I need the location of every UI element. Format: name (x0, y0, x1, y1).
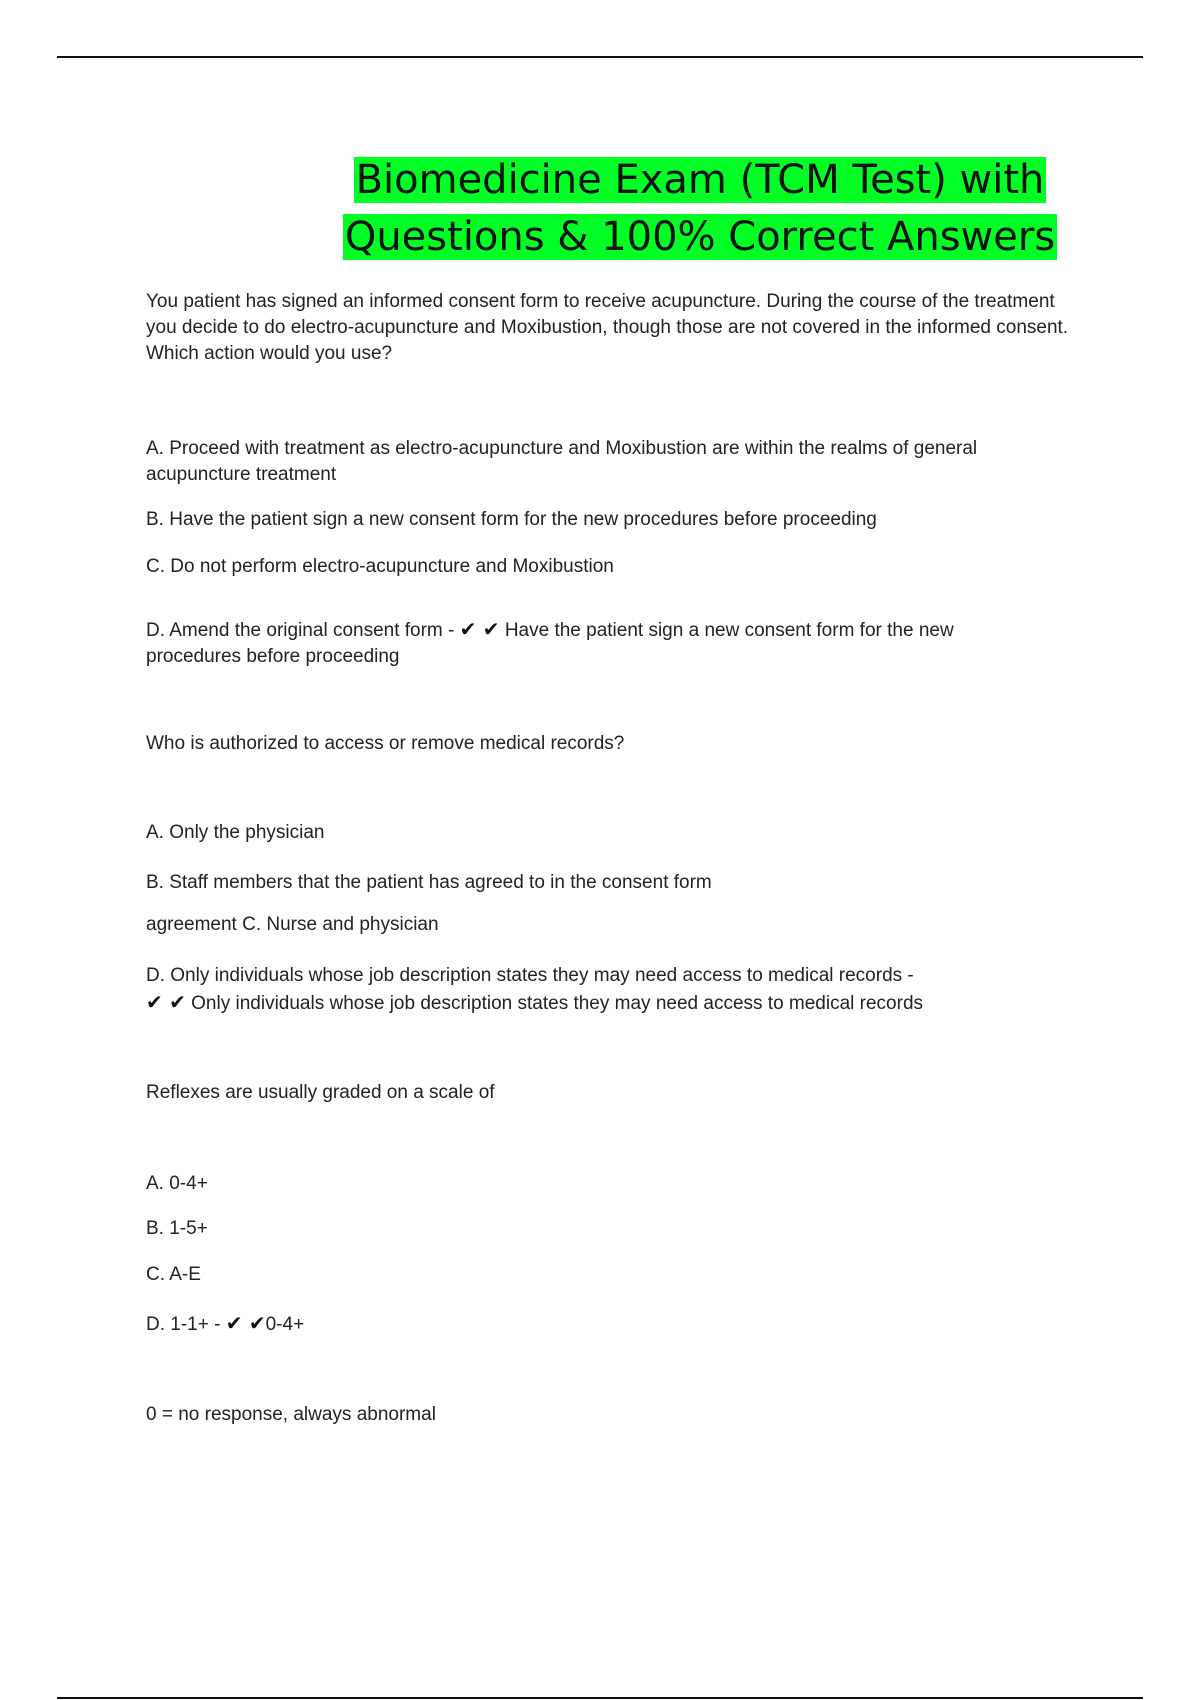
q3-option-d (146, 1310, 1086, 1338)
q3-option-b: B. 1-5+ (146, 1218, 208, 1239)
q3-option-d-text: D. 1-1+ - (146, 1314, 226, 1335)
document-title (340, 152, 1060, 266)
bottom-rule (57, 1697, 1143, 1699)
q2-answer: Only individuals whose job description states they may need access to medical records (191, 993, 924, 1014)
note-text: 0 = no response, always abnormal (146, 1404, 436, 1425)
q2-option-b: B. Staff members that the patient has agreed to in the consent form (146, 872, 712, 893)
checkmark-icon: ✔ ✔ (146, 990, 186, 1014)
q3-option-c: C. A-E (146, 1264, 201, 1285)
q1-option-a: A. Proceed with treatment as electro-acupuncture and Moxibustion are within the realms of general acupuncture treatment (146, 438, 978, 485)
q3-answer: 0-4+ (265, 1314, 305, 1335)
q1-option-b: B. Have the patient sign a new consent form for the new procedures before proceeding (146, 509, 877, 530)
q1-answer: Have the patient sign a new consent form for the new procedures before proceeding (146, 620, 954, 667)
top-rule (57, 56, 1143, 58)
q2-option-d (146, 963, 1086, 1017)
title-line-1: Biomedicine Exam (TCM Test) with (355, 157, 1045, 203)
checkmark-icon: ✔ ✔ (459, 617, 500, 641)
title-line-2: Questions & 100% Correct Answers (344, 214, 1056, 260)
q1-option-c: C. Do not perform electro-acupuncture and Moxibustion (146, 556, 614, 577)
question-1-text: You patient has signed an informed consent form to receive acupuncture. During the course of the treatment you decide to do electro-acupuncture and Moxibustion, though those are not covered in the informed consent. Which action would you use? (146, 291, 1069, 364)
q1-option-d (146, 616, 1006, 670)
q3-option-a: A. 0-4+ (146, 1173, 208, 1194)
q2-option-d-text: D. Only individuals whose job description states they may need access to medical records - (146, 965, 914, 986)
q1-option-d-text: D. Amend the original consent form - (146, 620, 460, 641)
q2-option-a: A. Only the physician (146, 822, 325, 843)
question-2-text: Who is authorized to access or remove medical records? (146, 733, 625, 754)
question-3-text: Reflexes are usually graded on a scale of (146, 1082, 495, 1103)
checkmark-icon: ✔ ✔ (225, 1311, 266, 1335)
q2-option-c: agreement C. Nurse and physician (146, 914, 439, 935)
